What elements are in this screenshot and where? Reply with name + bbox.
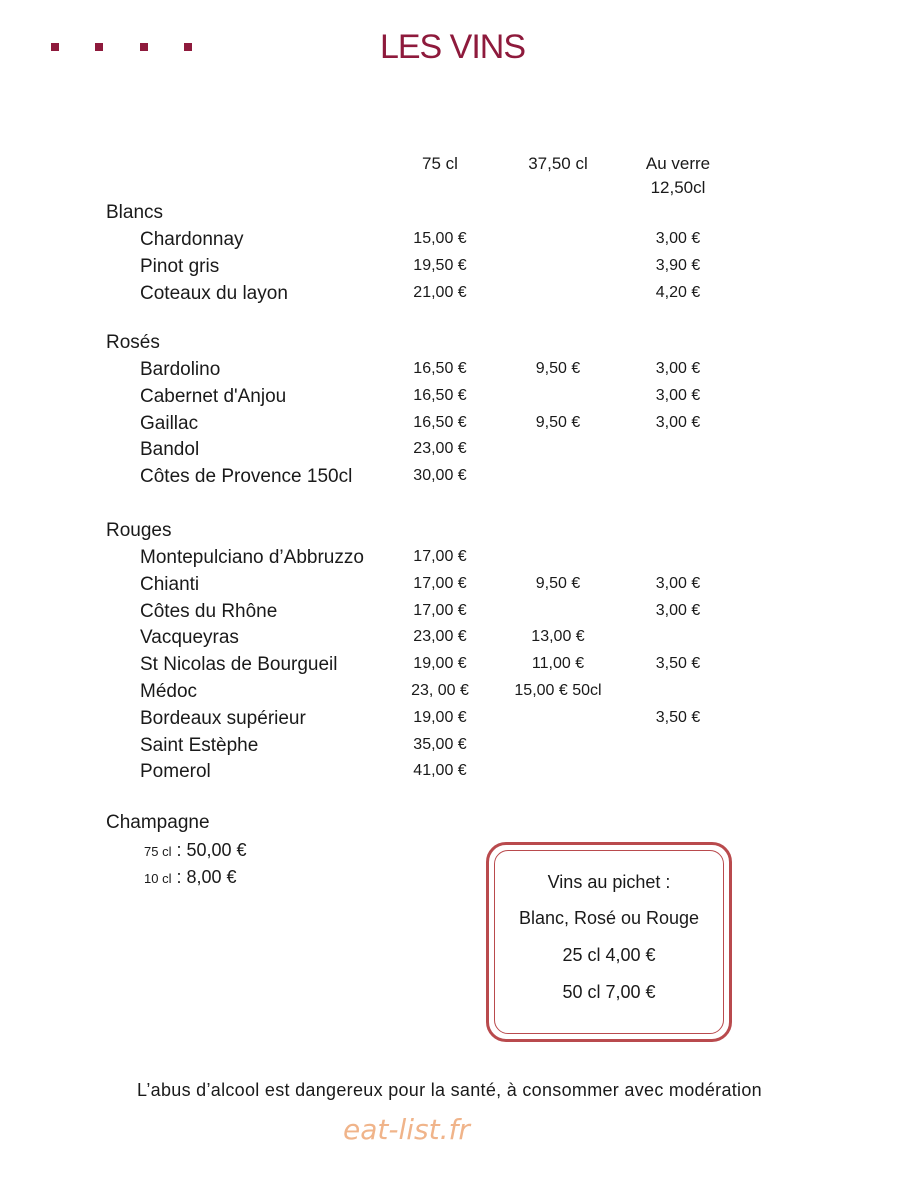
price-75cl: 17,00 € bbox=[413, 601, 467, 619]
watermark: eat-list.fr bbox=[343, 1113, 470, 1146]
page-title: LES VINS bbox=[379, 28, 526, 66]
price-75cl: 19,00 € bbox=[413, 655, 467, 673]
price-37cl: 9,50 € bbox=[535, 360, 581, 377]
wine-name: Chardonnay bbox=[140, 229, 244, 250]
champagne-price: : 50,00 € bbox=[171, 840, 247, 860]
wine-name: Gaillac bbox=[140, 412, 199, 434]
header-75cl: 75 cl bbox=[422, 154, 458, 173]
price-75cl: 17,00 € bbox=[413, 574, 467, 592]
price-75cl: 15,00 € bbox=[413, 230, 467, 247]
price-37cl: 11,00 € bbox=[531, 655, 585, 673]
price-verre: 3,00 € bbox=[655, 386, 701, 404]
price-75cl: 16,50 € bbox=[413, 360, 467, 377]
header-verre bbox=[628, 152, 728, 200]
wine-name: Montepulciano d’Abbruzzo bbox=[140, 547, 364, 568]
price-verre: 3,00 € bbox=[655, 413, 701, 431]
price-75cl: 17,00 € bbox=[413, 548, 467, 565]
price-75cl: 23,00 € bbox=[413, 628, 467, 646]
price-75cl: 19,50 € bbox=[413, 256, 467, 274]
wine-name: St Nicolas de Bourgueil bbox=[140, 654, 338, 676]
header-37cl: 37,50 cl bbox=[528, 154, 588, 173]
wine-name: Cabernet d'Anjou bbox=[140, 385, 287, 407]
pichet-price-25cl: 25 cl 4,00 € bbox=[562, 945, 656, 965]
pichet-subtitle: Blanc, Rosé ou Rouge bbox=[518, 908, 700, 928]
price-verre: 3,90 € bbox=[655, 256, 701, 274]
pichet-box bbox=[486, 842, 732, 1042]
price-37cl: 13,00 € bbox=[531, 628, 585, 646]
price-75cl: 41,00 € bbox=[413, 762, 467, 780]
wine-name: Côtes du Rhône bbox=[140, 600, 278, 622]
price-75cl: 19,00 € bbox=[413, 708, 467, 726]
wine-name: Coteaux du layon bbox=[140, 282, 288, 304]
price-75cl: 23,00 € bbox=[413, 440, 467, 458]
section-heading: Blancs bbox=[106, 202, 164, 223]
section-heading: Rouges bbox=[106, 520, 172, 541]
section-champagne: Champagne bbox=[106, 812, 210, 833]
price-75cl: 16,50 € bbox=[413, 386, 467, 404]
wine-name: Pomerol bbox=[140, 761, 211, 783]
wine-name: Médoc bbox=[140, 681, 198, 702]
wine-name: Bardolino bbox=[140, 359, 221, 380]
champagne-price: : 8,00 € bbox=[171, 867, 237, 887]
price-75cl: 23, 00 € bbox=[411, 682, 469, 699]
wine-name: Bandol bbox=[140, 439, 200, 461]
price-verre: 3,00 € bbox=[655, 230, 701, 247]
wine-name: Bordeaux supérieur bbox=[140, 707, 306, 729]
price-verre: 4,20 € bbox=[655, 283, 701, 301]
wine-name: Côtes de Provence 150cl bbox=[140, 466, 353, 488]
price-37cl: 9,50 € bbox=[535, 413, 581, 431]
champagne-line bbox=[144, 867, 237, 888]
price-verre: 3,00 € bbox=[655, 360, 701, 377]
wine-name: Vacqueyras bbox=[140, 627, 239, 649]
header-verre-line1: Au verre bbox=[645, 154, 711, 173]
price-verre: 3,50 € bbox=[655, 655, 701, 673]
price-75cl: 16,50 € bbox=[413, 413, 467, 431]
price-75cl: 35,00 € bbox=[413, 735, 467, 753]
price-75cl: 30,00 € bbox=[413, 467, 467, 485]
price-verre: 3,00 € bbox=[655, 574, 701, 592]
price-37cl: 15,00 € 50cl bbox=[514, 682, 602, 699]
price-verre: 3,50 € bbox=[655, 708, 701, 726]
price-75cl: 21,00 € bbox=[413, 283, 467, 301]
wine-name: Pinot gris bbox=[140, 255, 220, 277]
champagne-line bbox=[144, 840, 247, 861]
pichet-title: Vins au pichet : bbox=[547, 872, 671, 892]
price-verre: 3,00 € bbox=[655, 601, 701, 619]
footer-disclaimer: L’abus d’alcool est dangereux pour la santé, à consommer avec modération bbox=[137, 1080, 762, 1100]
header-verre-line2: 12,50cl bbox=[650, 178, 706, 197]
section-heading: Rosés bbox=[106, 332, 160, 353]
champagne-volume: 10 cl bbox=[144, 871, 172, 886]
wine-name: Saint Estèphe bbox=[140, 734, 259, 756]
pichet-price-50cl: 50 cl 7,00 € bbox=[562, 982, 656, 1002]
wine-name: Chianti bbox=[140, 573, 200, 595]
champagne-volume: 75 cl bbox=[144, 844, 172, 859]
price-37cl: 9,50 € bbox=[535, 574, 581, 592]
